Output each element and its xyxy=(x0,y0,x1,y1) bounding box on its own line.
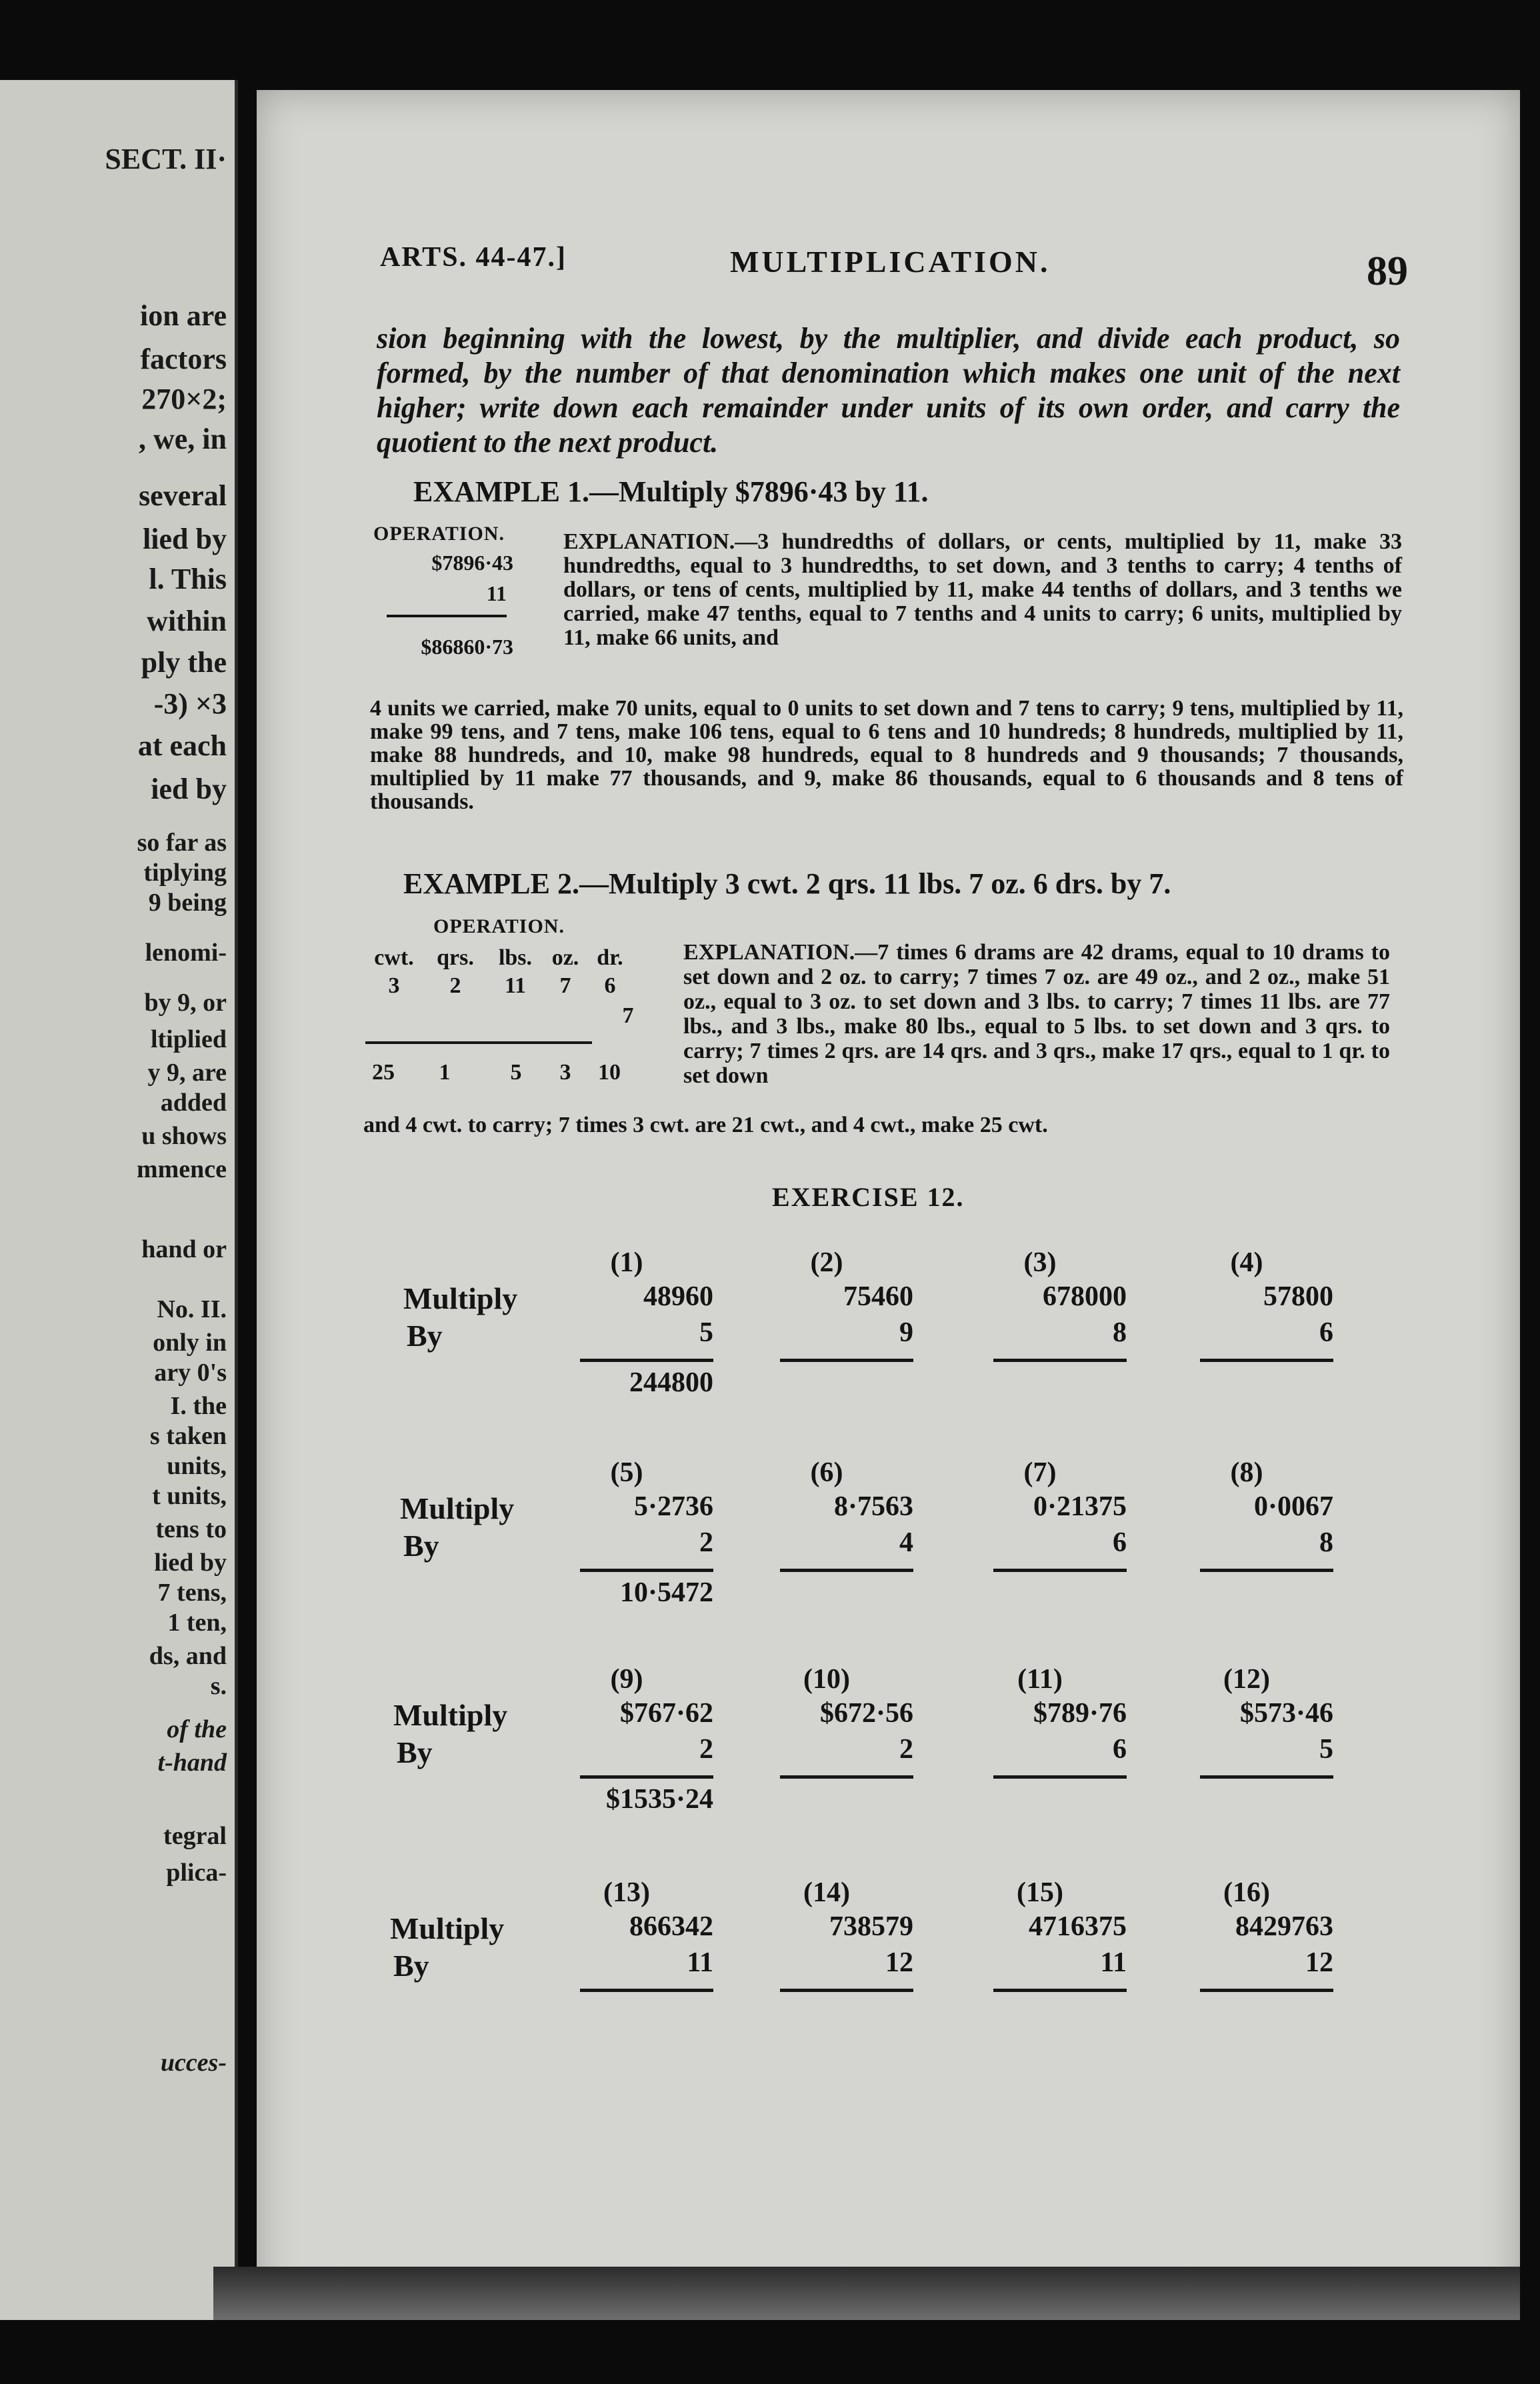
problem-answer xyxy=(740,1362,913,1403)
previous-page-line: t units, xyxy=(152,1482,227,1510)
problem-multiplicand: 75460 xyxy=(843,1281,913,1312)
problem-multiplicand: $573·46 xyxy=(1239,1698,1333,1729)
problem-answer xyxy=(740,1572,913,1613)
previous-page-line: 7 tens, xyxy=(157,1579,227,1607)
problem-answer: 10·5472 xyxy=(619,1577,713,1608)
product-lbs: 5 xyxy=(510,1060,522,1085)
previous-page-line: -3) ×3 xyxy=(153,687,227,720)
problem-multiplier: 12 xyxy=(1305,1947,1333,1978)
previous-page-line: s taken xyxy=(149,1422,227,1450)
problem-multiplier: 8 xyxy=(1113,1317,1127,1348)
exercise-problem xyxy=(540,1247,713,1403)
problem-number: (6) xyxy=(810,1457,843,1488)
previous-page-line: so far as xyxy=(137,829,227,857)
previous-page-line: units, xyxy=(167,1452,227,1480)
problem-answer xyxy=(540,1992,713,2033)
previous-page-line: y 9, are xyxy=(147,1059,227,1087)
example-1-product-rule xyxy=(387,615,507,617)
example-2-operation-label: OPERATION. xyxy=(433,915,565,937)
previous-page-line: No. II. xyxy=(157,1295,227,1323)
problem-answer: $1535·24 xyxy=(605,1784,713,1815)
example-1-title: EXAMPLE 1.—Multiply $7896·43 by 11. xyxy=(413,475,929,508)
previous-page-line: ds, and xyxy=(149,1642,227,1670)
exercise-problem xyxy=(540,1457,713,1613)
example-2-unit-headings xyxy=(363,945,634,971)
example-2-title: EXAMPLE 2.—Multiply 3 cwt. 2 qrs. 11 lbs. 7 oz. 6 drs. by 7. xyxy=(403,867,1171,900)
previous-page-line: lied by xyxy=(143,523,227,555)
product-dr: 10 xyxy=(598,1060,621,1085)
exercise-problem xyxy=(1160,1247,1333,1403)
previous-page-line: only in xyxy=(153,1329,227,1357)
by-label: By xyxy=(407,1319,443,1353)
problem-multiplier: 11 xyxy=(687,1947,713,1978)
problem-answer xyxy=(1160,1992,1333,2033)
exercise-problem xyxy=(953,1457,1127,1613)
previous-page-line: lied by xyxy=(154,1549,227,1577)
exercise-problem xyxy=(540,1877,713,2033)
problem-number: (14) xyxy=(803,1877,850,1908)
problem-number: (7) xyxy=(1023,1457,1057,1488)
problem-answer xyxy=(1160,1572,1333,1613)
by-label: By xyxy=(393,1949,429,1983)
previous-page-line: ucces- xyxy=(160,2049,227,2077)
problem-multiplicand: $789·76 xyxy=(1033,1698,1127,1729)
product-oz: 3 xyxy=(559,1060,571,1085)
unit-oz: oz. xyxy=(551,945,579,970)
problem-multiplicand: 48960 xyxy=(643,1281,713,1312)
multiplicand-dr: 6 xyxy=(604,973,616,998)
multiply-label: Multiply xyxy=(403,1281,518,1315)
previous-page-strip xyxy=(0,80,238,2320)
exercise-title: EXERCISE 12. xyxy=(772,1182,965,1212)
unit-cwt: cwt. xyxy=(374,945,414,970)
problem-multiplicand: 4716375 xyxy=(1029,1911,1127,1942)
multiply-label: Multiply xyxy=(400,1491,515,1525)
problem-multiplicand: $767·62 xyxy=(619,1698,713,1729)
previous-page-line: tiplying xyxy=(143,859,227,887)
multiply-label: Multiply xyxy=(390,1911,505,1945)
previous-page-line: within xyxy=(147,605,227,637)
previous-page-line: ied by xyxy=(151,773,227,805)
example-1-explanation: EXPLANATION.—3 hundredths of dollars, or cents, multiplied by 11, make 33 hundredths, equal to 3 hundredths, to set down, and 3 tenths to carry; 4 tenths of dollars, or tens of cents, multiplied by 11, make 44 tenths of dollars, and 3 tenths we carried, make 47 tenths, equal to 7 tenths and 4 units to carry; 6 units, multiplied by 11, make 66 units, and xyxy=(563,529,1402,650)
problem-multiplicand: 8·7563 xyxy=(833,1491,913,1522)
product-qrs: 1 xyxy=(439,1060,451,1085)
previous-page-line: 9 being xyxy=(148,889,227,917)
example-1-multiplier: 11 xyxy=(486,581,507,605)
problem-multiplier: 5 xyxy=(699,1317,713,1348)
previous-page-line: by 9, or xyxy=(144,989,227,1017)
problem-answer xyxy=(1160,1779,1333,1820)
exercise-problem xyxy=(740,1457,913,1613)
problem-answer xyxy=(740,1992,913,2033)
example-2-explanation: EXPLANATION.—7 times 6 drams are 42 drams, equal to 10 drams to set down and 2 oz. to carry; 7 times 7 oz. are 49 oz., and 2 oz., make 51 oz., equal to 3 oz. to set down and 3 lbs. to carry; 7 times 11 lbs. are 77 lbs., and 3 lbs., make 80 lbs., equal to 5 lbs. to set down and 3 qrs. to carry; 7 times 2 qrs. are 14 qrs. and 3 qrs., make 17 qrs., equal to 1 qr. to set down xyxy=(683,940,1390,1088)
problem-answer xyxy=(1160,1362,1333,1403)
problem-number: (8) xyxy=(1230,1457,1263,1488)
problem-multiplicand: 5·2736 xyxy=(633,1491,713,1522)
problem-number: (11) xyxy=(1017,1664,1063,1695)
example-2-multiplicand xyxy=(363,973,634,999)
multiplicand-qrs: 2 xyxy=(449,973,461,998)
previous-page-line: hand or xyxy=(141,1235,227,1263)
previous-page-line: , we, in xyxy=(139,423,227,455)
by-label: By xyxy=(397,1735,433,1769)
previous-page-line: SECT. II· xyxy=(105,143,227,175)
previous-page-line: several xyxy=(139,479,227,512)
problem-answer xyxy=(953,1572,1127,1613)
problem-answer xyxy=(740,1779,913,1820)
problem-multiplier: 11 xyxy=(1100,1947,1127,1978)
problem-multiplier: 9 xyxy=(899,1317,913,1348)
previous-page-line: at each xyxy=(137,729,227,762)
previous-page-line: ion are xyxy=(140,299,227,332)
problem-multiplier: 2 xyxy=(699,1734,713,1765)
problem-answer xyxy=(953,1362,1127,1403)
problem-multiplier: 6 xyxy=(1113,1734,1127,1765)
example-2-product xyxy=(363,1060,634,1085)
unit-lbs: lbs. xyxy=(498,945,533,970)
problem-multiplier: 5 xyxy=(1319,1734,1333,1765)
problem-number: (15) xyxy=(1017,1877,1063,1908)
problem-multiplicand: $672·56 xyxy=(819,1698,913,1729)
problem-multiplier: 12 xyxy=(885,1947,913,1978)
page-number: 89 xyxy=(1367,249,1408,294)
problem-number: (12) xyxy=(1223,1664,1270,1695)
page-bottom-edge xyxy=(213,2267,1520,2320)
running-head-title: MULTIPLICATION. xyxy=(730,245,1051,279)
example-1-product: $86860·73 xyxy=(421,635,513,659)
problem-answer xyxy=(953,1779,1127,1820)
previous-page-line: 1 ten, xyxy=(167,1609,227,1637)
previous-page-line: ltiplied xyxy=(150,1025,227,1053)
previous-page-line: of the xyxy=(167,1715,227,1743)
problem-number: (5) xyxy=(610,1457,643,1488)
previous-page-line: l. This xyxy=(149,563,227,595)
problem-multiplicand: 738579 xyxy=(829,1911,913,1942)
problem-multiplicand: 8429763 xyxy=(1235,1911,1333,1942)
problem-number: (3) xyxy=(1023,1247,1057,1278)
exercise-problem xyxy=(953,1247,1127,1403)
problem-multiplier: 2 xyxy=(899,1734,913,1765)
example-2-multiplier: 7 xyxy=(622,1003,634,1028)
previous-page-line: ply the xyxy=(141,646,227,679)
problem-number: (2) xyxy=(810,1247,843,1278)
exercise-problem xyxy=(953,1877,1127,2033)
example-1-operation-label: OPERATION. xyxy=(373,523,505,545)
multiply-label: Multiply xyxy=(393,1698,508,1732)
exercise-problem xyxy=(740,1877,913,2033)
unit-qrs: qrs. xyxy=(437,945,474,970)
problem-multiplier: 2 xyxy=(699,1527,713,1558)
previous-page-line: plica- xyxy=(166,1859,227,1887)
exercise-problem xyxy=(953,1663,1127,1820)
exercise-problem xyxy=(1160,1457,1333,1613)
example-2-explanation-continued: and 4 cwt. to carry; 7 times 3 cwt. are 21 cwt., and 4 cwt., make 25 cwt. xyxy=(363,1113,1048,1137)
problem-multiplicand: 0·0067 xyxy=(1253,1491,1333,1522)
previous-page-line: factors xyxy=(140,343,227,375)
previous-page-line: tegral xyxy=(163,1822,227,1850)
problem-multiplier: 4 xyxy=(899,1527,913,1558)
previous-page-line: s. xyxy=(210,1672,227,1700)
example-1-explanation-continued: 4 units we carried, make 70 units, equal to 0 units to set down and 7 tens to carry; 9 tens, multiplied by 11, make 99 tens, and 7 tens, make 106 tens, equal to 6 tens and 10 hundreds; 8 hundreds, multiplied by 11, make 88 hundreds, and 10, make 98 hundreds, equal to 8 hundreds and 9 thousands; 7 thousands, multiplied by 11 make 77 thousands, and 9, make 86 thousands, equal to 6 thousands and 8 tens of thousands. xyxy=(370,696,1403,814)
exercise-problem xyxy=(1160,1663,1333,1820)
exercise-problem xyxy=(740,1663,913,1820)
product-cwt: 25 xyxy=(372,1060,395,1085)
problem-number: (4) xyxy=(1230,1247,1263,1278)
problem-number: (9) xyxy=(610,1664,643,1695)
problem-number: (1) xyxy=(610,1247,643,1278)
previous-page-line: I. the xyxy=(170,1392,227,1420)
multiplicand-oz: 7 xyxy=(559,973,571,998)
problem-multiplicand: 866342 xyxy=(629,1911,713,1942)
problem-answer: 244800 xyxy=(629,1367,713,1398)
problem-multiplier: 6 xyxy=(1113,1527,1127,1558)
problem-multiplicand: 0·21375 xyxy=(1033,1491,1127,1522)
problem-answer xyxy=(953,1992,1127,2033)
running-head-articles: ARTS. 44-47.] xyxy=(380,242,567,273)
exercise-problem xyxy=(740,1247,913,1403)
exercise-problem xyxy=(1160,1877,1333,2033)
problem-multiplicand: 57800 xyxy=(1263,1281,1333,1312)
previous-page-line: 270×2; xyxy=(141,383,227,415)
previous-page-line: t-hand xyxy=(157,1749,227,1777)
example-2-product-rule xyxy=(365,1041,592,1044)
problem-multiplicand: 678000 xyxy=(1043,1281,1127,1312)
problem-number: (13) xyxy=(603,1877,650,1908)
rule-paragraph: sion beginning with the lowest, by the multiplier, and divide each product, so formed, by the number of that denomination which makes one unit of the next higher; write down each remainder under units of its own order, and carry the quotient to the next product. xyxy=(377,322,1400,459)
problem-multiplier: 8 xyxy=(1319,1527,1333,1558)
problem-number: (10) xyxy=(803,1664,850,1695)
exercise-problem xyxy=(540,1663,713,1820)
previous-page-line: lenomi- xyxy=(145,939,227,967)
previous-page-line: u shows xyxy=(141,1122,227,1150)
problem-number: (16) xyxy=(1223,1877,1270,1908)
previous-page-line: mmence xyxy=(136,1155,227,1183)
by-label: By xyxy=(403,1529,439,1563)
multiplicand-lbs: 11 xyxy=(504,973,527,998)
unit-dr: dr. xyxy=(597,945,623,970)
multiplicand-cwt: 3 xyxy=(388,973,400,998)
problem-multiplier: 6 xyxy=(1319,1317,1333,1348)
previous-page-line: ary 0's xyxy=(154,1359,227,1387)
example-1-multiplicand: $7896·43 xyxy=(431,551,513,575)
previous-page-line: added xyxy=(160,1089,227,1117)
previous-page-line: tens to xyxy=(155,1515,227,1543)
